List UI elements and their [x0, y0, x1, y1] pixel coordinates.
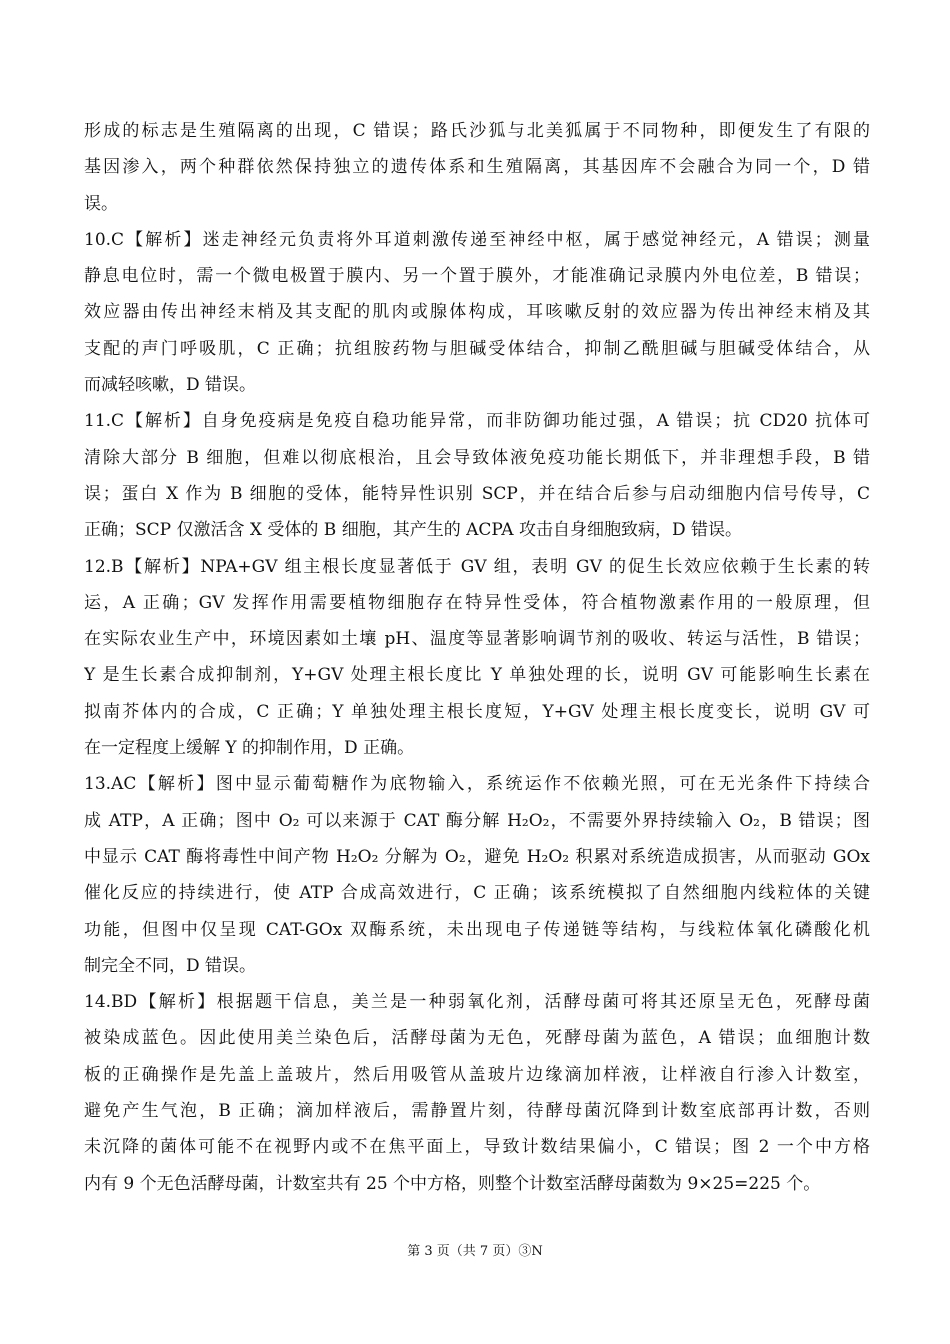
text-line: Y 是生长素合成抑制剂，Y+GV 处理主根长度比 Y 单独处理的长，说明 GV 可能影响生长素在	[84, 665, 870, 686]
text-line: 效应器由传出神经末梢及其支配的肌肉或腺体构成，耳咳嗽反射的效应器为传出神经末梢及其	[84, 302, 870, 323]
text-line: 支配的声门呼吸肌，C 正确；抗组胺药物与胆碱受体结合，抑制乙酰胆碱与胆碱受体结合，从	[84, 338, 870, 359]
text-line: 静息电位时，需一个微电极置于膜内、另一个置于膜外，才能准确记录膜内外电位差，B 错误；	[84, 266, 870, 287]
text-line: 被染成蓝色。因此使用美兰染色后，活酵母菌为无色，死酵母菌为蓝色，A 错误；血细胞计数	[84, 1028, 870, 1049]
text-line: 成 ATP，A 正确；图中 O₂ 可以来源于 CAT 酶分解 H₂O₂，不需要外界持续输入 O₂，B 错误；图	[84, 810, 870, 831]
text-line: 功能，但图中仅呈现 CAT-GOx 双酶系统，未出现电子传递链等结构，与线粒体氧化磷酸化机	[84, 919, 870, 940]
text-line: 14.BD【解析】根据题干信息，美兰是一种弱氧化剂，活酵母菌可将其还原呈无色，死酵母菌	[84, 992, 870, 1013]
text-line: 13.AC【解析】图中显示葡萄糖作为底物输入，系统运作不依赖光照，可在无光条件下持续合	[84, 774, 870, 795]
text-line: 内有 9 个无色活酵母菌，计数室共有 25 个中方格，则整个计数室活酵母菌数为 9×25=225 个。	[84, 1173, 821, 1194]
text-line: 催化反应的持续进行，使 ATP 合成高效进行，C 正确；该系统模拟了自然细胞内线粒体的关键	[84, 883, 870, 904]
text-line: 而减轻咳嗽，D 错误。	[84, 375, 257, 396]
text-line: 11.C【解析】自身免疫病是免疫自稳功能异常，而非防御功能过强，A 错误；抗 CD20 抗体可	[84, 411, 870, 432]
text-line: 制完全不同，D 错误。	[84, 955, 257, 976]
text-line: 误。	[84, 193, 118, 214]
paragraph-q13	[84, 766, 870, 984]
text-line: 拟南芥体内的合成，C 正确；Y 单独处理主根长度短，Y+GV 处理主根长度变长，说明 GV 可	[84, 701, 870, 722]
text-line: 板的正确操作是先盖上盖玻片，然后用吸管从盖玻片边缘滴加样液，让样液自行渗入计数室，	[84, 1064, 870, 1085]
page-footer: 第 3 页（共 7 页）③N	[407, 1244, 543, 1259]
text-line: 避免产生气泡，B 正确；滴加样液后，需静置片刻，待酵母菌沉降到计数室底部再计数，否则	[84, 1101, 870, 1122]
text-line: 运，A 正确；GV 发挥作用需要植物细胞存在特异性受体，符合植物激素作用的一般原理，但	[84, 592, 870, 613]
paragraph-q12	[84, 549, 870, 767]
answer-page	[84, 113, 870, 1202]
text-line: 10.C【解析】迷走神经元负责将外耳道刺激传递至神经中枢，属于感觉神经元，A 错误；测量	[84, 229, 870, 250]
text-line: 正确；SCP 仅激活含 X 受体的 B 细胞，其产生的 ACPA 攻击自身细胞致病，D 错误。	[84, 520, 742, 541]
paragraph-q11	[84, 403, 870, 548]
text-line: 未沉降的菌体可能不在视野内或不在焦平面上，导致计数结果偏小，C 错误；图 2 一个中方格	[84, 1137, 870, 1158]
paragraph-q10	[84, 222, 870, 403]
text-line: 误；蛋白 X 作为 B 细胞的受体，能特异性识别 SCP，并在结合后参与启动细胞内信号传导，C	[84, 483, 870, 504]
paragraph-q14	[84, 984, 870, 1202]
text-line: 中显示 CAT 酶将毒性中间产物 H₂O₂ 分解为 O₂，避免 H₂O₂ 积累对系统造成损害，从而驱动 GOx	[84, 846, 870, 867]
text-line: 在一定程度上缓解 Y 的抑制作用，D 正确。	[84, 738, 415, 759]
text-line: 在实际农业生产中，环境因素如土壤 pH、温度等显著影响调节剂的吸收、转运与活性，B 错误；	[84, 629, 870, 650]
text-line: 基因渗入，两个种群依然保持独立的遗传体系和生殖隔离，其基因库不会融合为同一个，D 错	[84, 157, 870, 178]
text-line: 形成的标志是生殖隔离的出现，C 错误；路氏沙狐与北美狐属于不同物种，即便发生了有限的	[84, 121, 870, 141]
paragraph-q9-tail	[84, 113, 870, 222]
text-line: 12.B【解析】NPA+GV 组主根长度显著低于 GV 组，表明 GV 的促生长效应依赖于生长素的转	[84, 556, 870, 577]
text-line: 清除大部分 B 细胞，但难以彻底根治，且会导致体液免疫功能长期低下，并非理想手段，B 错	[84, 447, 870, 468]
